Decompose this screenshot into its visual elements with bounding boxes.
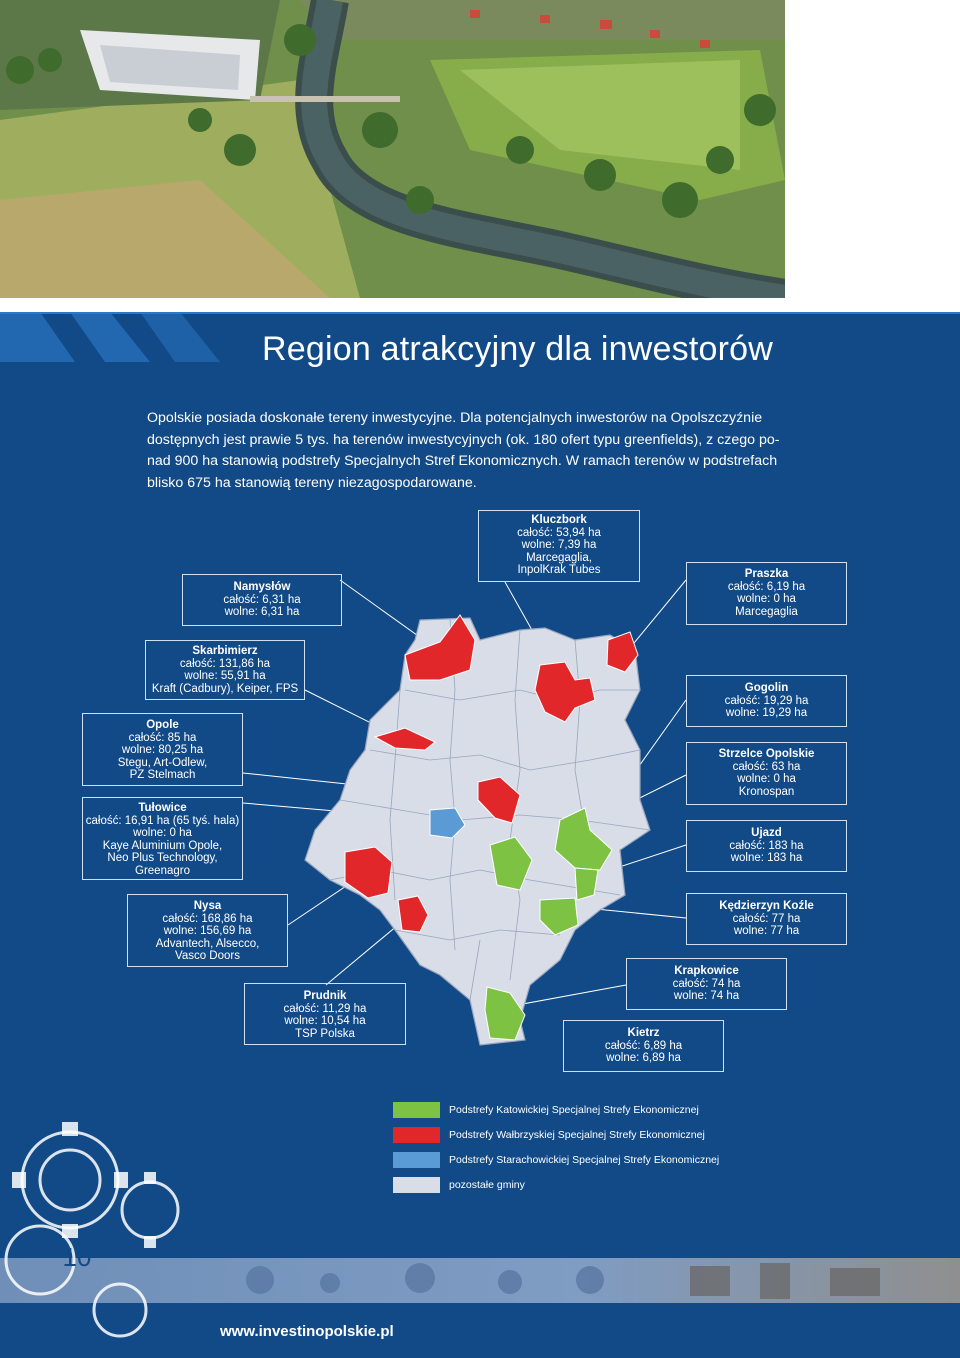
callout-line: całość: 85 ha <box>128 731 197 744</box>
callout-line: całość: 53,94 ha <box>517 526 601 539</box>
callout-line: Neo Plus Technology, <box>107 852 218 865</box>
legend-swatch-blue <box>393 1152 440 1168</box>
callout-skarbimierz <box>145 640 305 700</box>
callout-line: całość: 11,29 ha <box>283 1002 367 1015</box>
intro-line: nad 900 ha stanowią podstrefy Specjalnych Stref Ekonomicznych. W ramach terenów w podstrefach <box>147 453 778 469</box>
callout-line: Stegu, Art-Odlew, <box>117 756 208 769</box>
callout-line: całość: 74 ha <box>672 977 741 990</box>
intro-line: Opolskie posiada doskonałe tereny inwestycyjne. Dla potencjalnych inwestorów na Opolszczyźnie <box>147 410 763 426</box>
callout-name: Opole <box>146 719 179 731</box>
callout-line: wolne: 55,91 ha <box>184 670 266 683</box>
callout-line: Kaye Aluminium Opole, <box>102 839 223 852</box>
callout-line: wolne: 0 ha <box>737 773 796 786</box>
legend-label: Podstrefy Wałbrzyskiej Specjalnej Strefy Ekonomicznej <box>449 1129 705 1141</box>
page-number: 10 <box>62 1242 92 1272</box>
callout-line: całość: 77 ha <box>732 912 801 925</box>
callout-line: całość: 6,19 ha <box>727 580 806 593</box>
callout-praszka <box>686 562 847 625</box>
callout-line: wolne: 10,54 ha <box>284 1015 366 1028</box>
callout-name: Krapkowice <box>674 965 739 977</box>
callout-name: Praszka <box>744 568 789 580</box>
callout-line: całość: 6,31 ha <box>223 593 301 606</box>
intro-paragraph <box>147 408 780 494</box>
callout-prudnik <box>244 983 406 1045</box>
callout-name: Nysa <box>193 900 222 912</box>
callout-line: wolne: 6,31 ha <box>224 606 300 619</box>
callout-line: wolne: 74 ha <box>673 990 740 1003</box>
callout-name: Kietrz <box>627 1027 660 1039</box>
callout-name: Namysłów <box>233 581 291 593</box>
callout-name: Prudnik <box>303 990 347 1002</box>
legend-label: Podstrefy Starachowickiej Specjalnej Strefy Ekonomicznej <box>449 1154 720 1166</box>
callout-name: Kluczbork <box>531 514 587 526</box>
callout-line: całość: 131,86 ha <box>179 657 271 670</box>
callout-line: wolne: 183 ha <box>730 852 803 865</box>
callout-line: wolne: 19,29 ha <box>725 707 808 720</box>
callout-line: wolne: 0 ha <box>737 593 796 606</box>
gear-decoration <box>0 1110 220 1358</box>
callout-line: Vasco Doors <box>175 950 240 963</box>
callout-line: Kronospan <box>738 785 795 798</box>
legend-label: Podstrefy Katowickiej Specjalnej Strefy Ekonomicznej <box>449 1104 699 1116</box>
callout-name: Tułowice <box>138 802 187 814</box>
callout-strzelce-opolskie <box>686 742 847 805</box>
callout-line: Kraft (Cadbury), Keiper, FPS <box>151 682 299 695</box>
callout-line: całość: 6,89 ha <box>604 1039 683 1052</box>
callout-namyslow <box>182 574 342 626</box>
callout-name: Gogolin <box>744 682 789 694</box>
callout-line: wolne: 80,25 ha <box>121 744 204 757</box>
legend-swatch-grey <box>393 1177 440 1193</box>
callout-line: PZ Stelmach <box>129 769 196 782</box>
aerial-photo <box>0 0 785 298</box>
callout-name: Skarbimierz <box>192 645 258 657</box>
footer-url[interactable]: www.investinopolskie.pl <box>220 1323 394 1340</box>
callout-gogolin <box>686 675 847 727</box>
callout-line: Marcegaglia <box>735 605 798 618</box>
page-title: Region atrakcyjny dla inwestorów <box>262 330 773 368</box>
callout-opole <box>82 713 243 786</box>
intro-line: blisko 675 ha stanowią tereny niezagospodarowane. <box>147 474 477 491</box>
callout-name: Ujazd <box>751 827 782 839</box>
callout-tulowice <box>82 797 243 880</box>
callout-nysa <box>127 894 288 967</box>
callout-line: Marcegaglia, <box>526 551 592 564</box>
callout-line: Advantech, Alsecco, <box>155 937 260 950</box>
callout-kietrz <box>563 1020 724 1072</box>
callout-line: Greenagro <box>135 864 190 877</box>
callout-line: wolne: 6,89 ha <box>606 1052 681 1065</box>
callout-krapkowice <box>626 958 787 1010</box>
callout-line: całość: 183 ha <box>729 839 804 852</box>
callout-line: wolne: 7,39 ha <box>521 539 597 552</box>
callout-ujazd <box>686 820 847 872</box>
intro-line: dostępnych jest prawie 5 tys. ha terenów inwestycyjnych (ok. 180 ofert typu greenfields), z czego po- <box>147 431 780 448</box>
region-outline <box>305 618 650 1045</box>
callout-line: InpolKrak Tubes <box>517 564 601 577</box>
callout-name: Strzelce Opolskie <box>718 748 815 760</box>
legend-swatch-red <box>393 1127 440 1143</box>
legend-swatch-green <box>393 1102 440 1118</box>
callout-line: całość: 63 ha <box>732 760 801 773</box>
callout-line: całość: 168,86 ha <box>162 912 253 925</box>
callout-line: całość: 16,91 ha (65 tyś. hala) <box>85 814 240 827</box>
callout-line: wolne: 0 ha <box>133 827 192 840</box>
callout-line: wolne: 77 ha <box>733 925 800 938</box>
callout-kedzierzyn-kozle <box>686 893 847 945</box>
legend-label: pozostałe gminy <box>449 1179 525 1191</box>
callout-line: TSP Polska <box>295 1027 355 1040</box>
callout-kluczbork <box>478 510 640 582</box>
callout-name: Kędzierzyn Koźle <box>719 900 814 912</box>
callout-line: wolne: 156,69 ha <box>163 925 252 938</box>
callout-line: całość: 19,29 ha <box>724 694 809 707</box>
